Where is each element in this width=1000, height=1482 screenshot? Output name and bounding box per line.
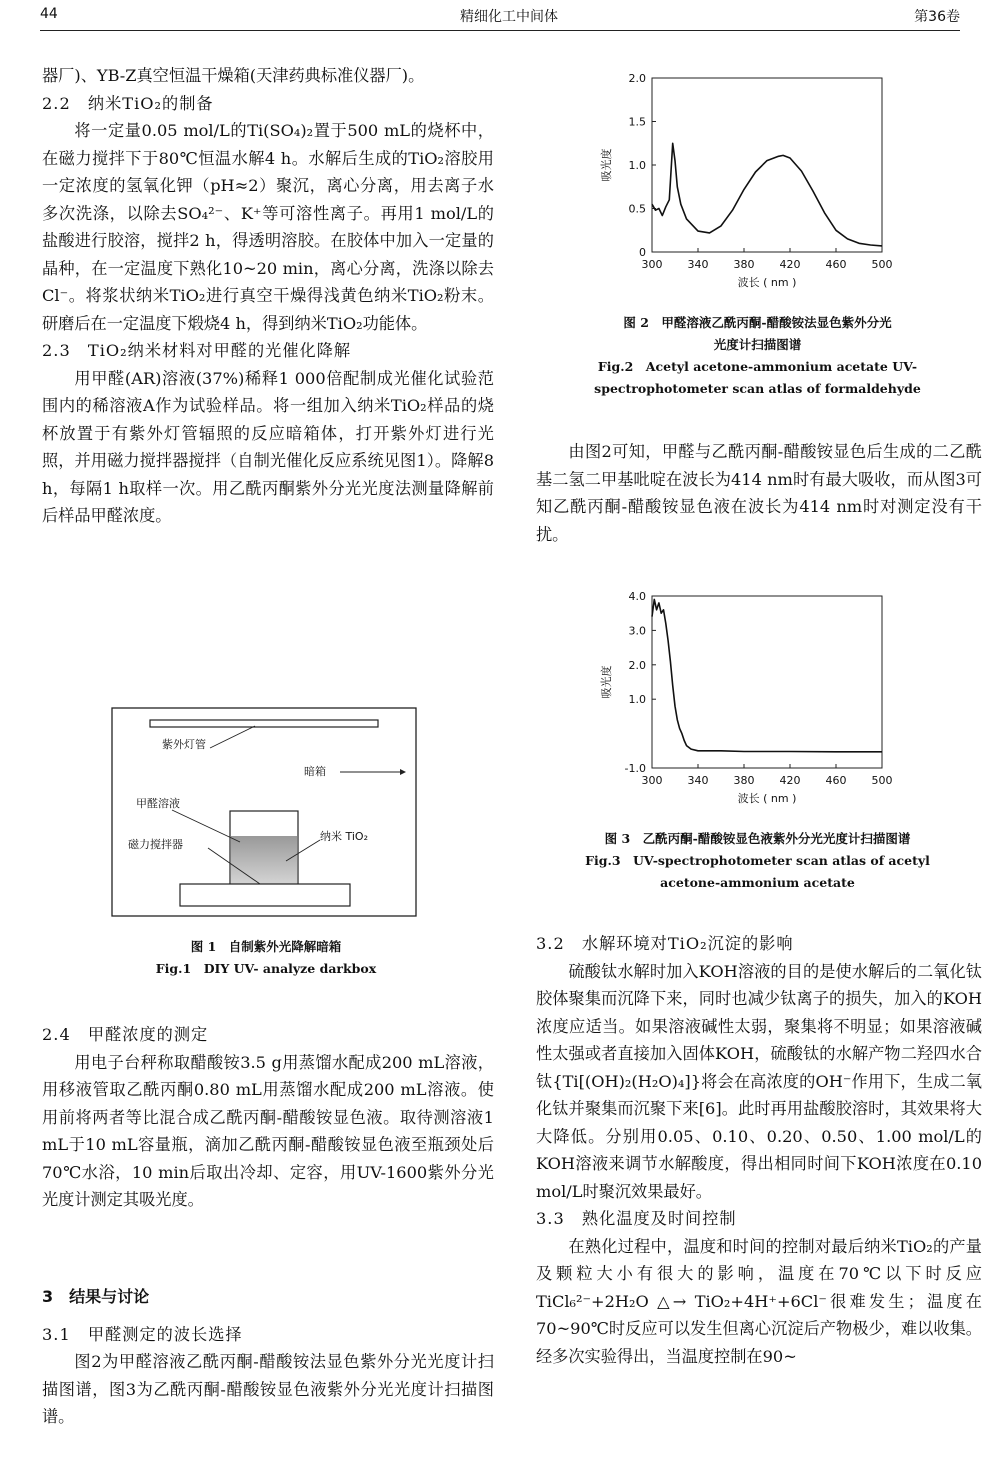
x-tick-label: 340 [687,258,709,271]
volume-label: 第36卷 [914,9,960,25]
y-tick-label: 0 [639,246,646,259]
x-tick-label: 340 [687,774,709,787]
section-heading-3-1: 3.1 甲醛测定的波长选择 [42,1324,243,1344]
y-axis-label: 吸光度 [600,665,613,699]
spectrum-line [652,599,882,751]
x-axis-label: 波长 ( nm ) [737,792,797,805]
section-heading-2-2: 2.2 纳米TiO₂的制备 [42,93,214,113]
paragraph: 将一定量0.05 mol/L的Ti(SO₄)₂置于500 mL的烧杯中，在磁力搅拌下于80℃恒温水解4 h。水解后生成的TiO₂溶胶用一定浓度的氢氧化钾（pH≈2）聚沉，离心分离，用去离子水多次洗涤，以除去SO₄²⁻、K⁺等可溶性离子。再用1 mol/L的盐酸进行胶溶，搅拌2 h，得透明溶胶。在胶体中加入一定量的晶种，在一定温度下熟化10~20 min，离心分离，洗涤以除去Cl⁻。将浆状纳米TiO₂进行真空干燥得浅黄色纳米TiO₂粉末。研磨后在一定温度下煅烧4 h，得到纳米TiO₂功能体。 [42,121,494,333]
label-formaldehyde-solution: 甲醛溶液 [136,797,180,810]
y-axis-label: 吸光度 [600,148,613,182]
y-tick-label: 0.5 [628,202,646,216]
y-tick-label: 2.0 [628,658,646,672]
caption-cn: 图 2 甲醛溶液乙酰丙酮-醋酸铵法显色紫外分光 [623,315,892,330]
page-number: 44 [40,6,58,22]
caption-en: spectrophotometer scan atlas of formaldehyde [594,381,921,396]
paragraph: 图2为甲醛溶液乙酰丙酮-醋酸铵法显色紫外分光光度计扫描图谱，图3为乙酰丙酮-醋酸铵显色液紫外分光光度计扫描图谱。 [42,1352,494,1426]
x-tick-label: 420 [779,774,801,787]
label-uv-lamp: 紫外灯管 [162,738,206,751]
plot-frame [652,596,882,768]
y-tick-label: 1.0 [628,159,646,172]
figure-3-chart [596,580,916,820]
paragraph: 用电子台秤称取醋酸铵3.5 g用蒸馏水配成200 mL溶液，用移液管取乙酰丙酮0.80 mL用蒸馏水配成200 mL溶液。使用前将两者等比混合成乙酰丙酮-醋酸铵显色液。取待测溶液1 mL于10 mL容量瓶，滴加乙酰丙酮-醋酸铵显色液至瓶颈处后70℃水浴，10 min后取出冷却、定容，用UV-1600紫外分光光度计测定其吸光度。 [42,1052,494,1209]
x-tick-label: 420 [779,258,801,271]
section-heading-3-3: 3.3 熟化温度及时间控制 [536,1209,737,1228]
right-column-bottom [536,930,982,1370]
y-tick-label: -1.0 [624,762,646,775]
x-axis-label: 波长 ( nm ) [737,276,797,289]
uv-lamp-tube [150,720,378,727]
x-tick-label: 460 [825,774,847,787]
caption-en: Fig.2 Acetyl acetone-ammonium acetate UV- [597,359,918,374]
magnetic-stirrer [180,884,350,906]
y-tick-label: 1.0 [628,693,646,707]
x-tick-label: 460 [825,258,847,271]
spectrum-line [652,143,882,246]
paragraph: 器厂)、YB-Z真空恒温干燥箱(天津药典标准仪器厂)。 [42,66,425,85]
section-heading-2-4: 2.4 甲醛浓度的测定 [42,1025,209,1044]
paragraph: 用甲醛(AR)溶液(37%)稀释1 000倍配制成光催化试验范围内的稀溶液A作为试验样品。将一组加入纳米TiO₂样品的烧杯放置于有紫外灯管辐照的反应暗箱体，打开紫外灯进行光照，并用磁力搅拌器搅拌（自制光催化反应系统见图1）。降解8 h，每隔1 h取样一次。用乙酰丙酮紫外分光光度法测量降解前后样品甲醛浓度。 [42,368,494,525]
y-tick-label: 2.0 [628,72,646,85]
caption-en: Fig.1 DIY UV- analyze darkbox [155,961,377,976]
left-column-bottom [42,1021,494,1214]
figure-1-caption [60,936,472,980]
left-column-results [42,1283,494,1431]
x-tick-label: 500 [871,258,893,271]
caption-en: acetone-ammonium acetate [660,875,855,890]
y-tick-label: 4.0 [628,590,646,603]
figure-1-darkbox [110,706,420,920]
journal-title: 精细化工中间体 [460,9,558,25]
figure-3-caption [535,828,980,894]
x-tick-label: 300 [641,774,663,787]
paragraph: 由图2可知，甲醛与乙酰丙酮-醋酸铵显色后生成的二乙酰基二氢二甲基吡啶在波长为414 nm时有最大吸收，而从图3可知乙酰丙酮-醋酸铵显色液在波长为414 nm时对测定没有干扰。 [536,442,982,544]
x-tick-label: 300 [641,258,663,271]
section-heading-2-3: 2.3 TiO₂纳米材料对甲醛的光催化降解 [42,341,352,360]
x-tick-label: 500 [871,774,893,787]
section-heading-3: 3 结果与讨论 [42,1287,150,1306]
left-column-top [42,62,494,530]
paragraph: 在熟化过程中，温度和时间的控制对最后纳米TiO₂的产量及颗粒大小有很大的影响，温度在70℃以下时反应TiCl₆²⁻+2H₂O △→ TiO₂+4H⁺+6Cl⁻很难发生；温度在70~90℃时反应可以发生但离心沉淀后产物极少，难以收集。经多次实验得出，当温度控制在90~ [536,1236,982,1366]
caption-cn: 图 3 乙酰丙酮-醋酸铵显色液紫外分光光度计扫描图谱 [604,831,911,846]
caption-en: Fig.3 UV-spectrophotometer scan atlas of acetyl [585,853,930,868]
y-tick-label: 1.5 [628,115,646,129]
paragraph: 硫酸钛水解时加入KOH溶液的目的是使水解后的二氧化钛胶体聚集而沉降下来，同时也减少钛离子的损失，加入的KOH浓度应适当。如果溶液碱性太弱，聚集将不明显；如果溶液碱性太强或者直接加入固体KOH，硫酸钛的水解产物二羟四水合钛{Ti[(OH)₂(H₂O)₄]}将会在高浓度的OH⁻作用下，生成二氧化钛并聚集而沉聚下来[6]。此时再用盐酸胶溶时，其效果将大大降低。分别用0.05、0.10、0.20、0.50、1.00 mol/L的KOH溶液来调节水解酸度，得出相同时间下KOH浓度在0.10 mol/L时聚沉效果最好。 [536,961,982,1201]
y-tick-label: 3.0 [628,624,646,638]
figure-2-chart [596,62,916,312]
section-heading-3-2: 3.2 水解环境对TiO₂沉淀的影响 [536,934,794,953]
x-tick-label: 380 [733,774,755,787]
label-magnetic-stirrer: 磁力搅拌器 [128,838,183,851]
running-header [40,0,960,31]
right-column-top [536,438,982,548]
plot-frame [652,78,882,252]
caption-cn: 光度计扫描图谱 [713,337,802,352]
x-tick-label: 380 [733,258,755,271]
label-darkbox: 暗箱 [304,765,326,778]
label-nano-tio2: 纳米 TiO₂ [320,830,369,843]
caption-cn: 图 1 自制紫外光降解暗箱 [190,939,342,954]
figure-2-caption [535,312,980,400]
